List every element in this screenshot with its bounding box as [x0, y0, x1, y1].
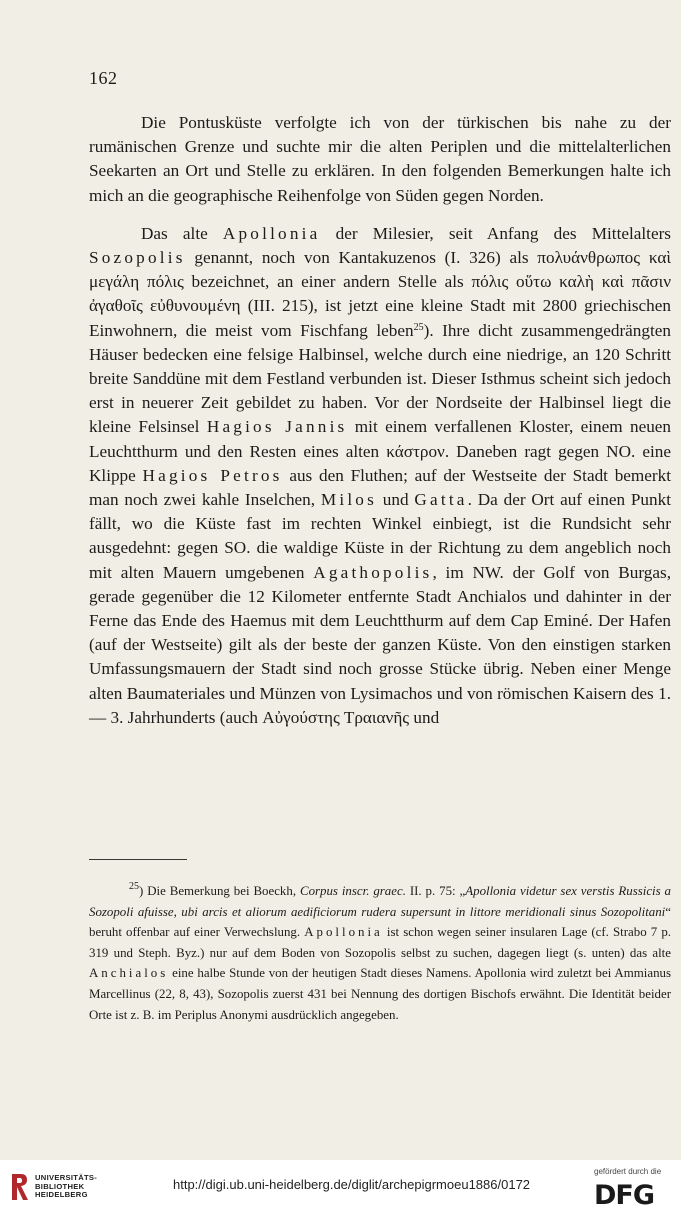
funder-label: gefördert durch die [594, 1167, 662, 1176]
spaced-name-sozopolis: Sozopolis [89, 248, 186, 268]
italic-run: Corpus inscr. graec. [299, 884, 406, 898]
dfg-logo: DFG [594, 1180, 655, 1211]
text-run: Das alte [141, 223, 223, 243]
text-run: der Milesier, seit Anfang des Mittelalters [320, 223, 671, 243]
text-run: ist schon wegen seiner insularen Lage (cf. Strabo 7 p. 319 und Steph. Byz.) nur auf dem Boden von Sozopolis selbst zu suchen, dagegen liegt (s. unten) das alte [89, 925, 671, 960]
paragraph-1: Die Pontusküste verfolgte ich von der türkischen bis nahe zu der rumänischen Grenze und suchte mir die alten Periplen und die mittelalterlichen Seekarten an Ort und Stelle zu erklären. In den folgenden Bemerkungen halte ich mich an die geographische Reihenfolge von Süden gegen Norden. [89, 113, 671, 205]
spaced-name-apollonia: Apollonia [304, 925, 383, 940]
text-run: , im NW. der Golf von Burgas, gerade gegenüber die 12 Kilometer entfernte Stadt Anchialos und dahinter in der Ferne das Ende des Haemus mit dem Leuchtthurm auf dem Cap Eminé. Der Hafen (auf der Westseite) gilt als der beste der ganzen Küste. Von den einstigen starken Umfassungsmauern der Stadt sind noch grosse Stücke übrig. Neben einer Menge alten Baumateriales und Münzen von Lysimachos und von römischen Kaisern des 1. — 3. Jahrhunderts (auch Αὐγούστης Τραιανῆς und [89, 562, 671, 727]
library-logo-text [35, 1174, 97, 1200]
main-text [89, 111, 671, 730]
footnote-reference: 25 [413, 321, 424, 333]
logo-line: BIBLIOTHEK [35, 1181, 85, 1191]
spaced-name-milos: Milos [320, 490, 377, 510]
logo-line: HEIDELBERG [35, 1190, 88, 1200]
footnote-separator [89, 859, 187, 860]
text-run: II. p. 75: „ [405, 884, 466, 898]
permalink-url[interactable]: http://digi.ub.uni-heidelberg.de/diglit/archepigrmoeu1886/0172 [173, 1177, 531, 1192]
digitization-footer [0, 1160, 681, 1213]
footnote-25 [89, 881, 671, 1025]
footnote-number: 25 [129, 881, 139, 892]
text-run: und [377, 490, 415, 510]
text-run: mit einem verfallenen Kloster, einem neuen Leuchtthurm und den Resten eines alten κάστρον. Daneben ragt gegen NO. eine Klippe [89, 417, 672, 485]
spaced-name-hagios-petros: Hagios Petros [142, 465, 283, 485]
spaced-name-hagios-jannis: Hagios Jannis [206, 417, 348, 437]
italic-run: Apollonia videtur sex verstis Russicis a Sozopoli afuisse, ubi arcis et aliorum aedificiorum rudera supersunt in littore meridionali sinus Sozopolitani [89, 884, 671, 919]
text-run: ) Die Bemerkung bei Boeckh, [139, 884, 300, 898]
spaced-name-apollonia: Apollonia [222, 223, 321, 243]
spaced-name-gatta: Gatta [414, 490, 468, 510]
heidelberg-university-library-logo-icon [9, 1170, 31, 1204]
text-run: . Da der Ort auf einen Punkt fällt, wo die Küste fast im rechten Winkel einbiegt, ist die Rundsicht sehr ausgedehnt: gegen SO. die waldige Küste in der Richtung zu dem angeblich noch mit alten Mauern umgebenen [89, 490, 671, 582]
spaced-name-agathopolis: Agathopolis [313, 562, 433, 582]
logo-line: UNIVERSITÄTS- [35, 1173, 98, 1182]
page-number: 162 [89, 68, 118, 88]
text-run: eine halbe Stunde von der heutigen Stadt dieses Namens. Apollonia wird zuletzt bei Ammianus Marcellinus (22, 8, 43), Sozopolis zuerst 431 bei Nennung des dortigen Bischofs erwähnt. Die Identität beider Orte ist z. B. im Periplus Anonymi ausdrücklich angegeben. [89, 966, 671, 1022]
text-run: aus den Fluthen; auf der Westseite der Stadt bemerkt man noch zwei kahle Inselchen, [89, 465, 672, 510]
text-run: ). Ihre dicht zusammengedrängten Häuser bedecken eine felsige Halbinsel, welche durch eine niedrige, an 120 Schritt breite Sanddüne mit dem Festland verbunden ist. Dieser Isthmus scheint sich jedoch erst in neuerer Zeit gebildet zu haben. Vor der Nordseite der Halbinsel liegt die kleine Felsinsel [89, 320, 671, 437]
footnote [89, 881, 671, 1025]
text-run: genannt, noch von Kantakuzenos (I. 326) als πολυάνθρωπος καὶ μεγάλη πόλις bezeichnet, an einer andern Stelle als πόλις οὕτω καλὴ καὶ πᾶσιν ἀγαθοῖς εὐθυνουμένη (III. 215), ist jetzt eine kleine Stadt mit 2800 griechischen Einwohnern, die meist vom Fischfang leben [89, 248, 671, 340]
spaced-name-anchialos: Anchialos [89, 966, 169, 981]
text-run: “ beruht offenbar auf einer Verwechslung. [89, 904, 671, 940]
paragraph-2 [89, 222, 671, 730]
